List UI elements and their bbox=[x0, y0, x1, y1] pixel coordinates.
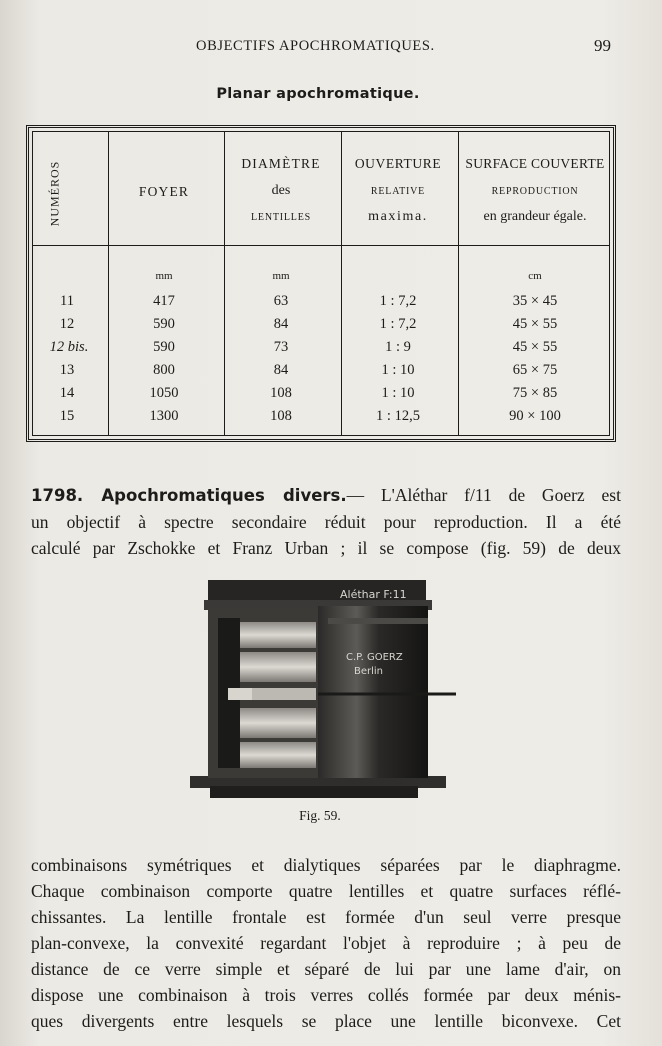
header-surface: SURFACE COUVERTE bbox=[465, 156, 605, 171]
header-ouverture: OUVERTURE bbox=[354, 156, 442, 171]
section-heading-line bbox=[31, 482, 621, 509]
text-line: un objectif à spectre secondaire réduit pour reproduction. Il a été bbox=[31, 512, 621, 532]
header-lentilles: LENTILLES bbox=[251, 212, 311, 223]
unit-diametre: mm bbox=[272, 270, 290, 282]
cell-surface: 45 × 55 bbox=[512, 339, 558, 355]
header-relative: RELATIVE bbox=[370, 186, 426, 197]
header-grandeur: en grandeur égale. bbox=[483, 209, 587, 224]
header-reproduction: REPRODUCTION bbox=[491, 186, 579, 197]
running-title: OBJECTIFS APOCHROMATIQUES. bbox=[196, 38, 435, 54]
cell-ouverture: 1 : 10 bbox=[381, 385, 415, 401]
paragraph-continuation bbox=[31, 852, 621, 1034]
cell-foyer: 1050 bbox=[149, 385, 179, 401]
cell-surface: 45 × 55 bbox=[512, 316, 558, 332]
cell-diametre: 108 bbox=[270, 385, 292, 401]
data-table bbox=[26, 125, 616, 442]
cell-ouverture: 1 : 10 bbox=[381, 362, 415, 378]
header-numeros: NUMÉROS bbox=[47, 160, 62, 227]
text-line: dispose une combinaison à trois verres collés formée par deux ménis- bbox=[31, 985, 621, 1005]
text-line: plan-convexe, la convexité regardant l'objet à reproduire ; à peu de bbox=[31, 933, 621, 953]
running-head bbox=[0, 38, 662, 58]
engraving-goerz: C.P. GOERZ bbox=[346, 652, 403, 663]
text-line: calculé par Zschokke et Franz Urban ; il se compose (fig. 59) de deux bbox=[31, 538, 621, 558]
lens-illustration bbox=[188, 578, 458, 800]
cell-diametre: 63 bbox=[273, 293, 289, 309]
header-maxima: maxima. bbox=[368, 209, 428, 224]
cell-ouverture: 1 : 12,5 bbox=[376, 408, 420, 424]
cell-ouverture: 1 : 7,2 bbox=[379, 293, 417, 309]
cell-numero: 12 bbox=[59, 316, 75, 332]
cell-numero: 13 bbox=[59, 362, 75, 378]
cell-surface: 35 × 45 bbox=[512, 293, 558, 309]
figure-caption: Fig. 59. bbox=[299, 808, 341, 823]
unit-surface: cm bbox=[528, 270, 542, 282]
cell-foyer: 590 bbox=[153, 339, 175, 355]
cell-numero: 14 bbox=[59, 385, 75, 401]
header-divider bbox=[32, 245, 610, 246]
cell-surface: 90 × 100 bbox=[509, 408, 561, 424]
text-line: chissantes. La lentille frontale est formée d'un seul verre presque bbox=[31, 907, 621, 927]
cell-ouverture: 1 : 7,2 bbox=[379, 316, 417, 332]
cell-diametre: 84 bbox=[273, 316, 289, 332]
section-heading: 1798. Apochromatiques divers. bbox=[31, 486, 347, 505]
text-line: combinaisons symétriques et dialytiques séparées par le diaphragme. bbox=[31, 855, 621, 875]
cell-surface: 75 × 85 bbox=[512, 385, 558, 401]
header-diametre: DIAMÈTRE bbox=[241, 156, 321, 171]
section-intro: — L'Aléthar f/11 de Goerz est bbox=[346, 485, 621, 505]
lens-bottom-cap bbox=[210, 786, 418, 798]
text-line: distance de ce verre simple et séparé de lui par une lame d'air, on bbox=[31, 959, 621, 979]
engraving-aletar: Aléthar F:11 bbox=[340, 588, 407, 601]
unit-foyer: mm bbox=[155, 270, 173, 282]
header-diametre-des: des bbox=[271, 183, 291, 198]
section-1798 bbox=[31, 482, 621, 561]
cell-foyer: 590 bbox=[153, 316, 175, 332]
cell-diametre: 84 bbox=[273, 362, 289, 378]
page-number: 99 bbox=[594, 36, 611, 55]
lens-engraving bbox=[188, 578, 458, 800]
cell-foyer: 800 bbox=[153, 362, 175, 378]
cell-foyer: 417 bbox=[153, 293, 175, 309]
text-line: Chaque combinaison comporte quatre lentilles et quatre surfaces réflé- bbox=[31, 881, 621, 901]
text-line: ques divergents entre lesquels se place une lentille biconvexe. Cet bbox=[31, 1011, 621, 1031]
cell-diametre: 73 bbox=[273, 339, 289, 355]
cell-diametre: 108 bbox=[270, 408, 292, 424]
diaphragm-slot bbox=[228, 688, 252, 700]
cell-ouverture: 1 : 9 bbox=[385, 339, 411, 355]
header-foyer: FOYER bbox=[138, 184, 190, 199]
engraving-berlin: Berlin bbox=[354, 666, 384, 677]
cell-surface: 65 × 75 bbox=[512, 362, 558, 378]
cell-numero: 11 bbox=[60, 293, 74, 309]
cell-numero: 15 bbox=[59, 408, 75, 424]
cell-foyer: 1300 bbox=[149, 408, 179, 424]
table-title: Planar apochromatique. bbox=[216, 86, 420, 102]
cell-numero: 12 bis. bbox=[49, 339, 89, 355]
lens-barrel bbox=[318, 606, 428, 778]
